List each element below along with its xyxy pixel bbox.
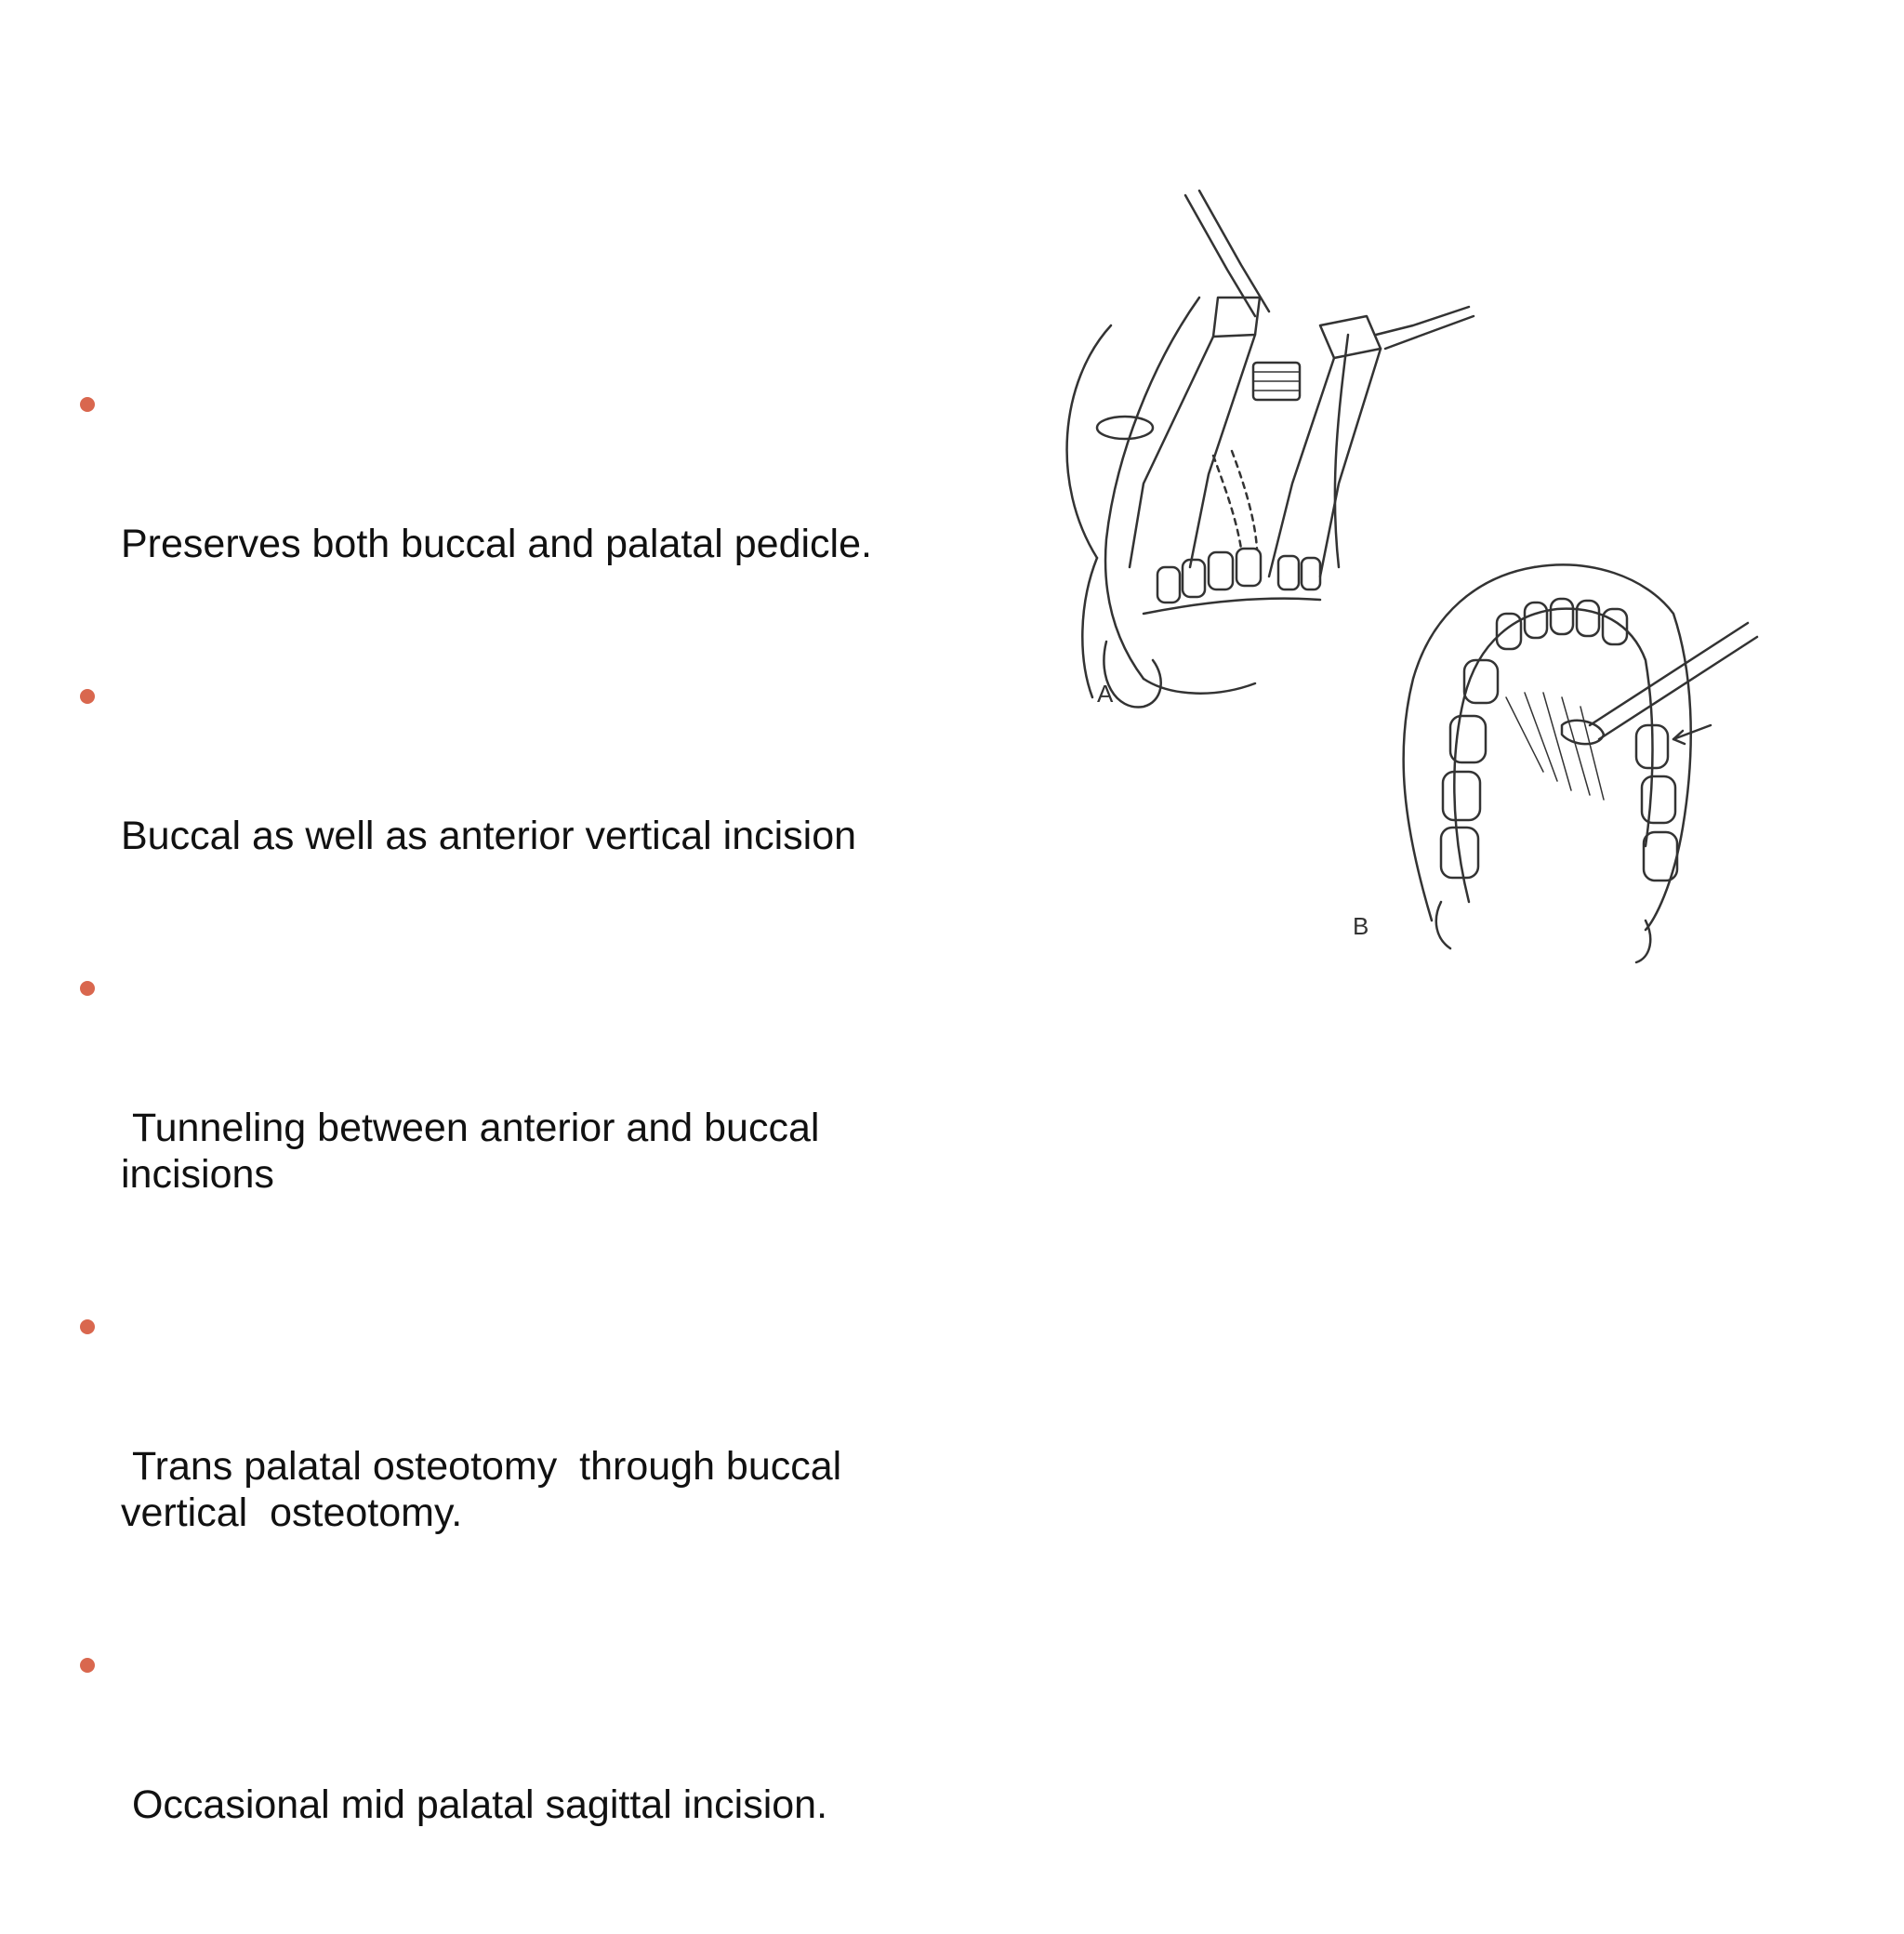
bullet-text: Trans palatal osteotomy through buccal vertical osteotomy. [121,1444,842,1535]
teeth-b [1441,599,1677,881]
teeth-a [1157,549,1320,603]
bullet-text: Buccal as well as anterior vertical incision [121,814,857,858]
illustration-b [1353,564,1757,962]
bullet-list [76,381,969,1934]
surgical-illustration [1041,177,1766,995]
figure-label-a: A [1097,680,1114,708]
bullet-item [76,381,969,660]
bullet-item [76,1304,969,1629]
illustration-a [1067,191,1474,708]
bullet-dot-icon [80,1319,95,1334]
bullet-item [76,673,969,952]
bullet-text: Tunneling between anterior and buccal incisions [121,1106,820,1197]
bullet-dot-icon [80,1658,95,1673]
bullet-item [76,965,969,1291]
bullet-dot-icon [80,397,95,412]
bullet-text: Preserves both buccal and palatal pedicle. [121,522,872,566]
bullet-item [76,1642,969,1921]
bullet-dot-icon [80,689,95,704]
bullet-text: Occasional mid palatal sagittal incision. [121,1782,828,1827]
bullet-dot-icon [80,981,95,996]
figure-label-b: B [1353,912,1369,940]
